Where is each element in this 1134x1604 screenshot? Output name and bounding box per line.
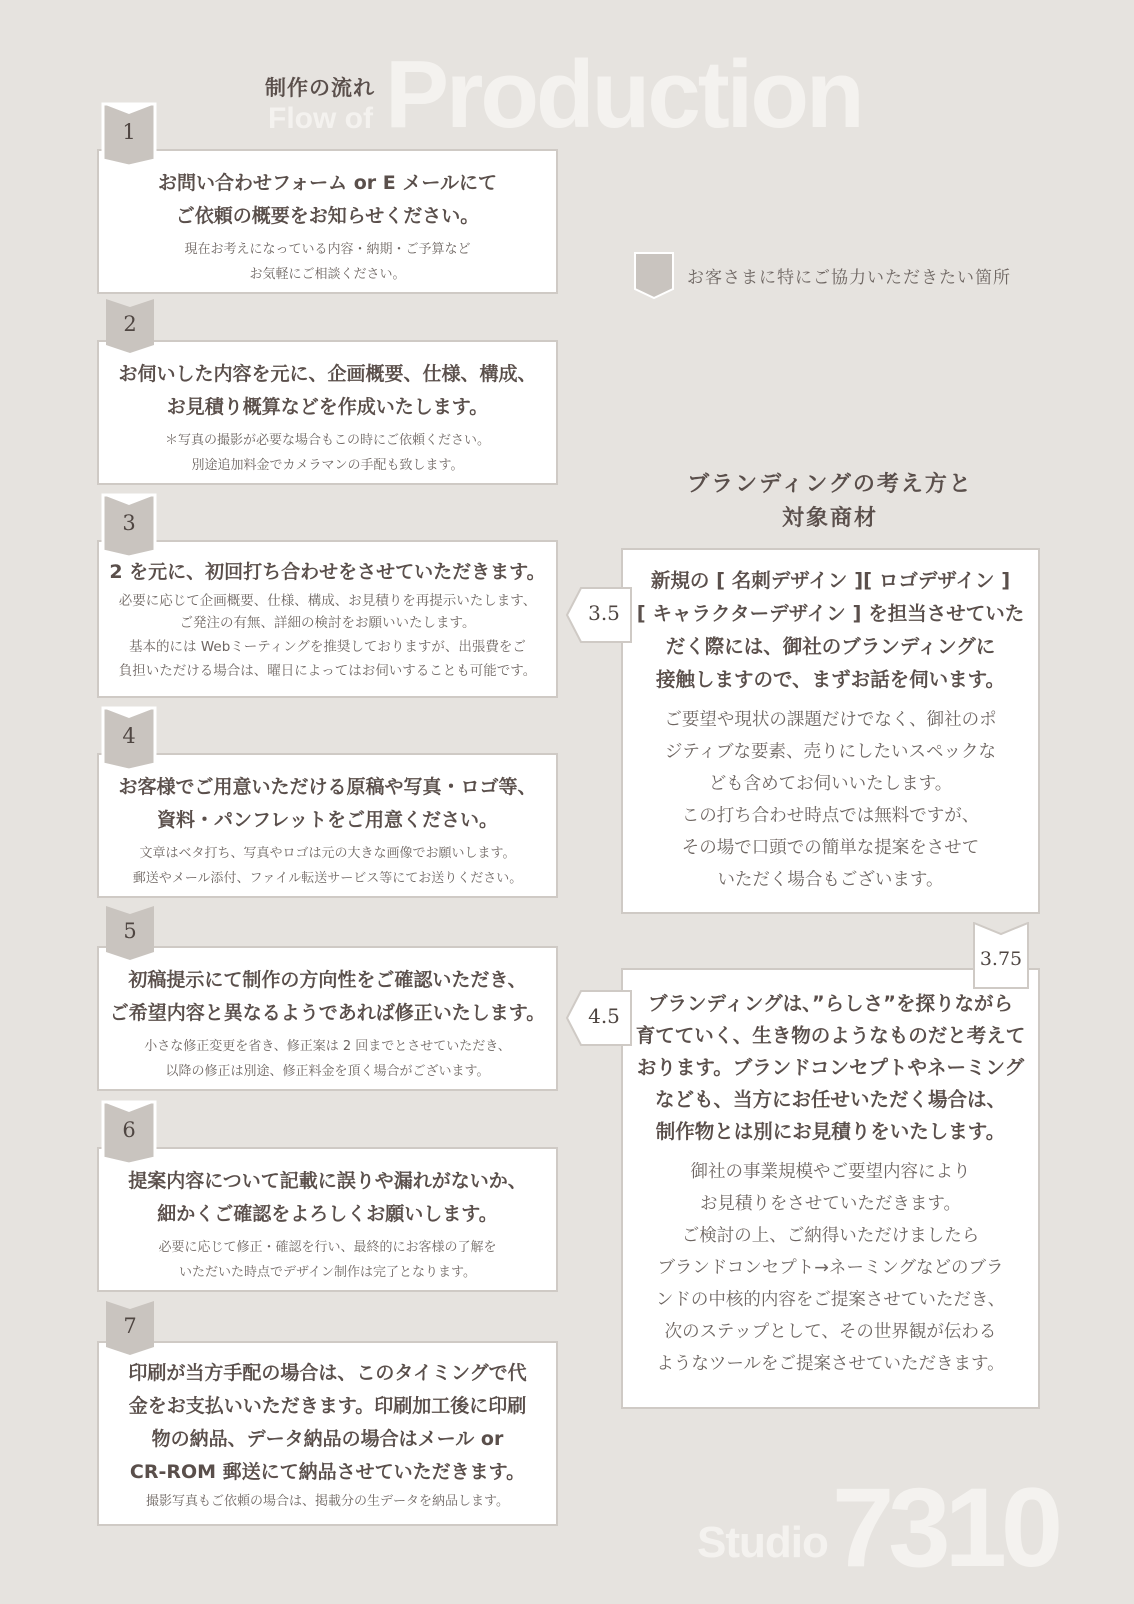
step-3-number: 3 [122, 511, 136, 535]
step-4-badge [101, 706, 157, 772]
step-2-sub-1: ＊写真の撮影が必要な場合もこの時にご依頼ください。 [164, 433, 490, 448]
branding-title [630, 468, 1030, 536]
step-3-badge [101, 493, 157, 559]
step-6-sub-2: いただいた時点でデザイン制作は完了となります。 [178, 1265, 477, 1280]
box-3-5-main-4: 接触しますので、まずお話を伺います。 [655, 668, 1006, 691]
step-1-box [97, 149, 558, 294]
step-4-sub-1: 文章はベタ打ち、写真やロゴは元の大きな画像でお願いします。 [139, 846, 516, 861]
step-2-badge [106, 299, 154, 353]
box-3-5-sub-1: ご要望や現状の課題だけでなく、御社のポ [664, 710, 997, 730]
box-3-5-main-3: だく際には、御社のブランディングに [665, 635, 996, 658]
page-title: 制作の流れ [265, 76, 375, 100]
step-6-main-1: 提案内容について記載に誤りや漏れがないか、 [128, 1170, 527, 1192]
branding-title-line-2: 対象商材 [781, 506, 878, 531]
step-2-main-1: お伺いした内容を元に、企画概要、仕様、構成、 [118, 363, 537, 385]
box-3-5-sub-5: その場で口頭での簡単な提案をさせて [681, 838, 980, 858]
step-3-5-marker [565, 586, 633, 644]
step-1-main-2: ご依頼の概要をお知らせください。 [175, 205, 480, 227]
branding-box-4-5 [621, 968, 1040, 1409]
step-2-main-2: お見積り概算などを作成いたします。 [166, 396, 489, 418]
step-4-5-marker [565, 989, 633, 1047]
step-1-badge [101, 102, 157, 168]
step-1-sub-2: お気軽にご相談ください。 [249, 267, 406, 282]
step-7-main-4: CR-ROM 郵送にて納品させていただきます。 [129, 1461, 526, 1483]
step-3-5-label: 3.5 [588, 601, 620, 625]
box-3-5-main-1: 新規の [ 名刺デザイン ][ ロゴデザイン ] [650, 569, 1011, 592]
step-4-sub-2: 郵送やメール添付、ファイル転送サービス等にてお送りください。 [132, 871, 523, 886]
box-4-5-main-5: 制作物とは別にお見積りをいたします。 [655, 1120, 1006, 1143]
box-4-5-sub-7: ようなツールをご提案させていただきます。 [656, 1354, 1005, 1374]
box-4-5-sub-5: ンドの中核的内容をご提案させていただき、 [655, 1290, 1006, 1310]
production-watermark: Production [385, 41, 862, 148]
box-3-5-sub-4: この打ち合わせ時点では無料ですが、 [681, 806, 980, 826]
step-5-badge [106, 906, 154, 960]
step-2-number: 2 [123, 312, 137, 336]
step-5-number: 5 [123, 919, 137, 943]
box-4-5-sub-2: お見積りをさせていただきます。 [699, 1194, 962, 1214]
step-2-sub-2: 別途追加料金でカメラマンの手配も致します。 [191, 458, 464, 473]
branding-title-line-1: ブランディングの考え方と [687, 472, 973, 497]
step-5-main-2: ご希望内容と異なるようであれば修正いたします。 [109, 1002, 546, 1024]
step-3-75-label: 3.75 [979, 948, 1023, 970]
step-3-sub-1: 必要に応じて企画概要、仕様、構成、お見積りを再提示いたします、 [118, 593, 537, 609]
step-7-box [97, 1341, 558, 1526]
step-4-main-1: お客様でご用意いただける原稿や写真・ロゴ等、 [118, 776, 537, 798]
step-3-main-1: 2 を元に、初回打ち合わせをさせていただきます。 [109, 561, 546, 583]
branding-box-3-5 [621, 548, 1040, 914]
step-6-sub-1: 必要に応じて修正・確認を行い、最終的にお客様の了解を [158, 1240, 497, 1255]
step-4-box [97, 753, 558, 898]
step-6-box [97, 1147, 558, 1292]
step-3-75-badge [973, 922, 1029, 990]
step-4-5-label: 4.5 [588, 1004, 620, 1028]
step-7-main-2: 金をお支払いいただきます。印刷加工後に印刷 [128, 1395, 527, 1417]
box-4-5-main-3: おります。ブランドコンセプトやネーミング [636, 1056, 1025, 1079]
step-5-sub-2: 以降の修正は別途、修正料金を頂く場合がございます。 [165, 1064, 490, 1079]
step-4-main-2: 資料・パンフレットをご用意ください。 [156, 809, 499, 831]
box-3-5-main-2: [ キャラクターデザイン ] を担当させていた [636, 602, 1025, 625]
step-7-badge [106, 1301, 154, 1355]
step-5-sub-1: 小さな修正変更を省き、修正案は 2 回までとさせていただき、 [144, 1039, 511, 1054]
step-1-main-1: お問い合わせフォーム or E メールにて [158, 172, 497, 194]
box-4-5-sub-4: ブランドコンセプト→ネーミングなどのブラ [657, 1258, 1004, 1278]
step-3-sub-2: ご発注の有無、詳細の検討をお願いいたします。 [179, 615, 476, 631]
studio-number-watermark: 7310 [832, 1465, 1058, 1590]
studio-watermark: Studio [697, 1518, 828, 1567]
step-6-main-2: 細かくご確認をよろしくお願いします。 [157, 1203, 498, 1225]
step-5-main-1: 初稿提示にて制作の方向性をご確認いただき、 [128, 969, 527, 991]
step-5-box [97, 946, 558, 1091]
legend-text: お客さまに特にご協力いただきたい箇所 [687, 268, 1011, 288]
step-3-sub-4: 負担いただける場合は、曜日によってはお伺いすることも可能です。 [118, 663, 537, 679]
step-7-main-3: 物の納品、データ納品の場合はメール or [151, 1428, 504, 1450]
box-4-5-main-2: 育てていく、生き物のようなものだと考えて [635, 1024, 1026, 1047]
box-4-5-main-1: ブランディングは、”らしさ”を探りながら [648, 992, 1013, 1015]
box-3-5-sub-6: いただく場合もございます。 [717, 870, 944, 890]
legend-chevron-icon [634, 252, 674, 300]
box-4-5-sub-3: ご検討の上、ご納得いただけましたら [681, 1226, 980, 1246]
step-7-number: 7 [123, 1314, 137, 1338]
step-3-sub-3: 基本的には Webミーティングを推奨しておりますが、出張費をご [129, 639, 526, 655]
box-4-5-main-4: なども、当方にお任せいただく場合は、 [654, 1088, 1006, 1111]
box-3-5-sub-3: ども含めてお伺いいたします。 [708, 774, 953, 794]
flow-of-watermark: Flow of [268, 102, 373, 135]
step-7-sub-1: 撮影写真もご依頼の場合は、掲載分の生データを納品します。 [146, 1494, 509, 1509]
step-6-number: 6 [122, 1118, 136, 1142]
step-2-box [97, 340, 558, 485]
step-3-box [97, 540, 558, 698]
step-6-badge [101, 1100, 157, 1166]
step-1-sub-1: 現在お考えになっている内容・納期・ご予算など [184, 242, 471, 257]
box-3-5-sub-2: ジティブな要素、売りにしたいスペックな [664, 742, 997, 762]
box-4-5-sub-6: 次のステップとして、その世界観が伝わる [664, 1322, 997, 1342]
step-4-number: 4 [122, 724, 136, 748]
step-1-number: 1 [122, 120, 136, 144]
step-7-main-1: 印刷が当方手配の場合は、このタイミングで代 [128, 1362, 527, 1384]
box-4-5-sub-1: 御社の事業規模やご要望内容により [690, 1162, 971, 1182]
